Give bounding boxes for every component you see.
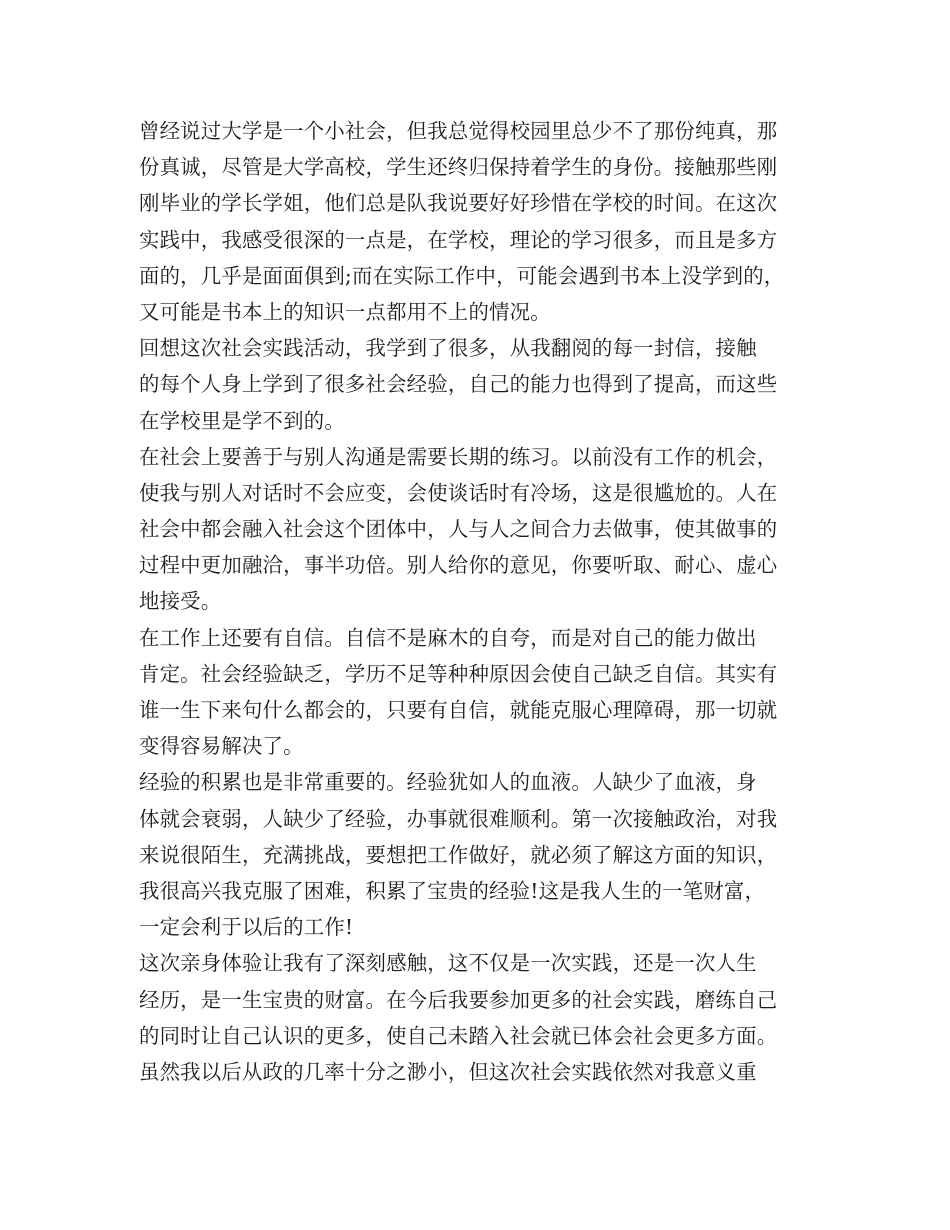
text-line: 肯定。社会经验缺乏，学历不足等种种原因会使自己缺乏自信。其实有 — [139, 661, 778, 686]
text-line: 过程中更加融洽，事半功倍。别人给你的意见，你要听取、耐心、虚心 — [139, 553, 778, 578]
text-line: 来说很陌生，充满挑战，要想把工作做好，就必须了解这方面的知识， — [139, 842, 778, 867]
text-line: 曾经说过大学是一个小社会，但我总觉得校园里总少不了那份纯真，那 — [139, 119, 778, 143]
text-line: 这次亲身体验让我有了深刻感触，这不仅是一次实践，还是一次人生 — [139, 951, 757, 976]
text-line: 在社会上要善于与别人沟通是需要长期的练习。以前没有工作的机会， — [139, 444, 778, 469]
text-line: 一定会利于以后的工作! — [139, 915, 354, 940]
text-line: 谁一生下来句什么都会的，只要有自信，就能克服心理障碍，那一切就 — [139, 698, 778, 722]
text-line: 使我与别人对话时不会应变，会使谈话时有冷场，这是很尴尬的。人在 — [139, 480, 778, 505]
text-line: 的同时让自己认识的更多，使自己未踏入社会就已体会社会更多方面。 — [139, 1023, 778, 1048]
text-line: 经验的积累也是非常重要的。经验犹如人的血液。人缺少了血液，身 — [139, 770, 757, 795]
text-line: 我很高兴我克服了困难，积累了宝贵的经验!这是我人生的一笔财富， — [139, 878, 766, 903]
text-line: 回想这次社会实践活动，我学到了很多，从我翻阅的每一封信，接触 — [139, 336, 757, 361]
text-line: 地接受。 — [139, 589, 222, 614]
text-line: 又可能是书本上的知识一点都用不上的情况。 — [139, 299, 551, 324]
text-line: 面的，几乎是面面俱到;而在实际工作中，可能会遇到书本上没学到的， — [139, 263, 785, 288]
body-text — [139, 113, 829, 1090]
text-line: 经历，是一生宝贵的财富。在今后我要参加更多的社会实践，磨练自己 — [139, 987, 778, 1012]
text-line: 变得容易解决了。 — [139, 734, 304, 759]
text-line: 份真诚，尽管是大学高校，学生还终归保持着学生的身份。接触那些刚 — [139, 155, 778, 180]
text-line: 刚毕业的学长学姐，他们总是队我说要好好珍惜在学校的时间。在这次 — [139, 191, 778, 216]
text-line: 虽然我以后从政的几率十分之渺小，但这次社会实践依然对我意义重 — [139, 1059, 757, 1084]
text-line: 社会中都会融入社会这个团体中，人与人之间合力去做事，使其做事的 — [139, 517, 778, 542]
text-line: 的每个人身上学到了很多社会经验，自己的能力也得到了提高，而这些 — [139, 372, 778, 397]
text-line: 体就会衰弱，人缺少了经验，办事就很难顺利。第一次接触政治，对我 — [139, 806, 778, 831]
text-line: 在工作上还要有自信。自信不是麻木的自夸，而是对自己的能力做出 — [139, 625, 757, 650]
text-line: 实践中，我感受很深的一点是，在学校，理论的学习很多，而且是多方 — [139, 227, 778, 252]
text-line: 在学校里是学不到的。 — [139, 408, 345, 433]
